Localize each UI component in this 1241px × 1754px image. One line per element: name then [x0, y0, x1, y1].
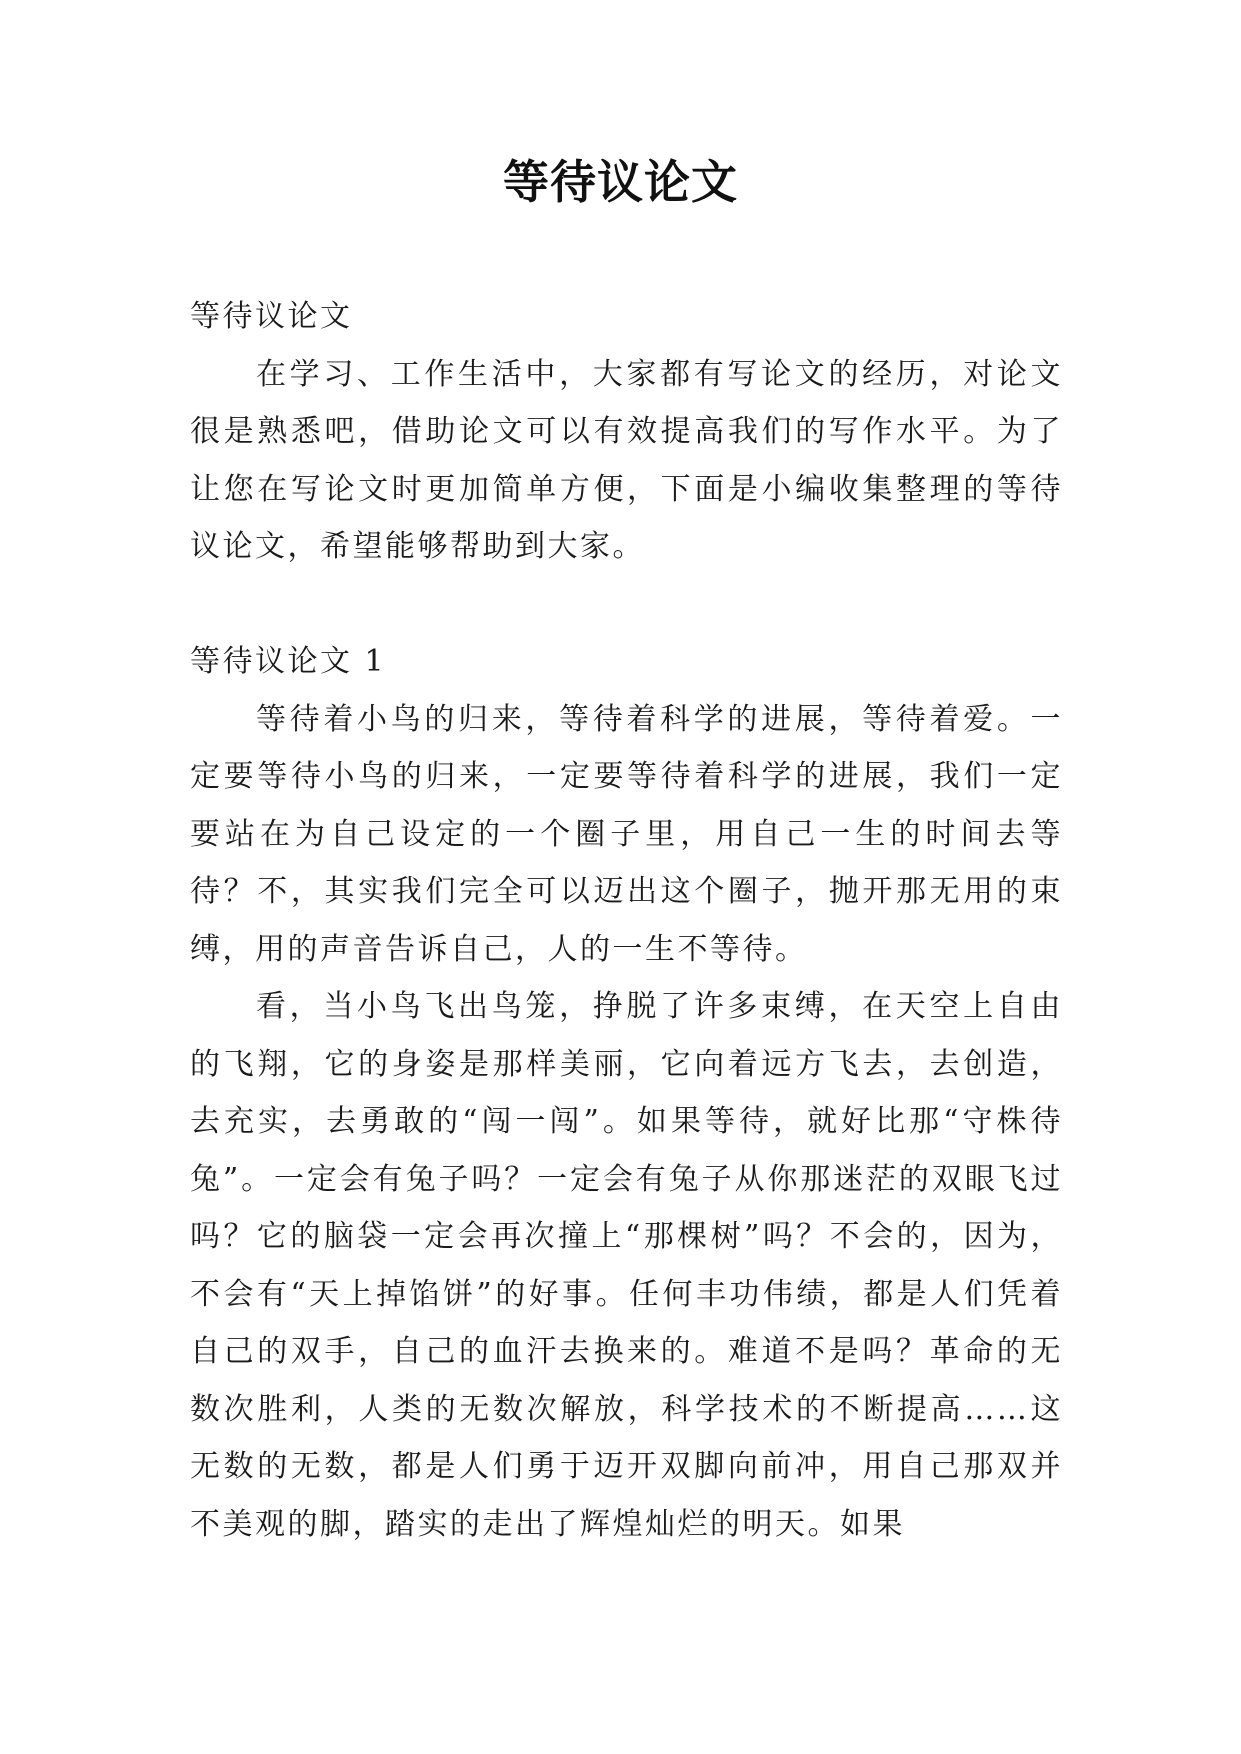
page-title: 等待议论文 — [503, 155, 738, 209]
essay1-paragraph-2: 看，当小鸟飞出鸟笼，挣脱了许多束缚，在天空上自由的飞翔，它的身姿是那样美丽，它向着远方飞去，去创造，去充实，去勇敢的“闯一闯”。如果等待，就好比那“守株待兔”。一定会有兔子吗？一定会有兔子从你那迷茫的双眼飞过吗？它的脑袋一定会再次撞上“那棵树”吗？不会的，因为，不会有“天上掉馅饼”的好事。任何丰功伟绩，都是人们凭着自己的双手，自己的血汗去换来的。难道不是吗？革命的无数次胜利，人类的无数次解放，科学技术的不断提高……这无数的无数，都是人们勇于迈开双脚向前冲，用自己那双并不美观的脚，踏实的走出了辉煌灿烂的明天。如果 — [190, 989, 1063, 1542]
section-spacer — [190, 576, 1063, 634]
essay1-heading: 等待议论文 1 — [190, 644, 387, 679]
essay1-paragraph-1: 等待着小鸟的归来，等待着科学的进展，等待着爱。一定要等待小鸟的归来，一定要等待着科学的进展，我们一定要站在为自己设定的一个圈子里，用自己一生的时间去等待？不，其实我们完全可以迈出这个圈子，抛开那无用的束缚，用的声音告诉自己，人的一生不等待。 — [190, 701, 1063, 967]
intro-heading: 等待议论文 — [190, 299, 353, 334]
document-body — [190, 288, 1063, 1553]
intro-paragraph: 在学习、工作生活中，大家都有写论文的经历，对论文很是熟悉吧，借助论文可以有效提高我们的写作水平。为了让您在写论文时更加简单方便，下面是小编收集整理的等待议论文，希望能够帮助到大家。 — [190, 356, 1063, 564]
